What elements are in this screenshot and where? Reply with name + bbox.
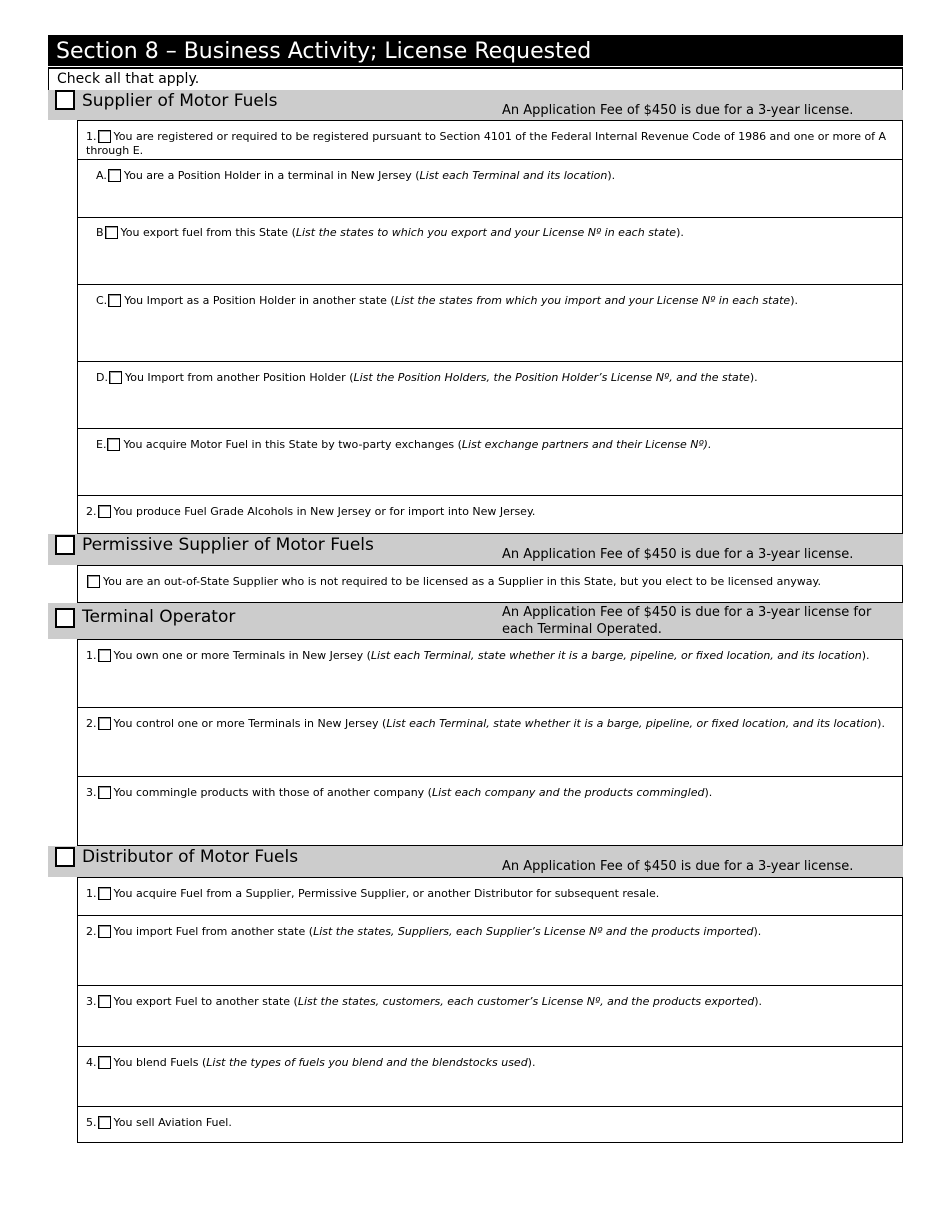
distributor-checkbox[interactable] — [55, 847, 75, 867]
supplier-item-2: 2. You produce Fuel Grade Alcohols in New Jersey or for import into New Jersey. — [77, 496, 903, 534]
terminal-item-3-checkbox[interactable] — [98, 786, 111, 799]
permissive-header — [48, 534, 903, 565]
terminal-item-1: 1. You own one or more Terminals in New Jersey (List each Terminal, state whether it is a barge, pipeline, or fixed location, and its location). — [77, 639, 903, 708]
terminal-checkbox[interactable] — [55, 608, 75, 628]
terminal-item-2-checkbox[interactable] — [98, 717, 111, 730]
instructions: Check all that apply. — [48, 69, 903, 91]
distributor-item-1-checkbox[interactable] — [98, 887, 111, 900]
supplier-checkbox[interactable] — [55, 90, 75, 110]
supplier-item-c: C. You Import as a Position Holder in another state (List the states from which you import and your License Nº in each state). — [77, 285, 903, 362]
distributor-item-4: 4. You blend Fuels (List the types of fuels you blend and the blendstocks used). — [77, 1047, 903, 1107]
distributor-item-3-checkbox[interactable] — [98, 995, 111, 1008]
supplier-item-e: E. You acquire Motor Fuel in this State by two-party exchanges (List exchange partners and their License Nº). — [77, 429, 903, 496]
supplier-header — [48, 90, 903, 120]
supplier-item-e-checkbox[interactable] — [107, 438, 120, 451]
terminal-item-3: 3. You commingle products with those of another company (List each company and the products commingled). — [77, 777, 903, 846]
supplier-fee: An Application Fee of $450 is due for a 3-year license. — [502, 103, 854, 118]
distributor-item-2: 2. You import Fuel from another state (List the states, Suppliers, each Supplier’s License Nº and the products imported). — [77, 916, 903, 986]
distributor-item-5: 5. You sell Aviation Fuel. — [77, 1107, 903, 1143]
permissive-fee: An Application Fee of $450 is due for a 3-year license. — [502, 547, 854, 562]
supplier-item-a: A. You are a Position Holder in a terminal in New Jersey (List each Terminal and its location). — [77, 160, 903, 218]
supplier-item-c-checkbox[interactable] — [108, 294, 121, 307]
distributor-item-5-checkbox[interactable] — [98, 1116, 111, 1129]
permissive-checkbox[interactable] — [55, 535, 75, 555]
section-title: Section 8 – Business Activity; License Requested — [48, 35, 903, 69]
permissive-item-1: You are an out-of-State Supplier who is not required to be licensed as a Supplier in this State, but you elect to be licensed anyway. — [77, 565, 903, 603]
distributor-fee: An Application Fee of $450 is due for a 3-year license. — [502, 859, 854, 874]
permissive-item-1-checkbox[interactable] — [87, 575, 100, 588]
terminal-fee: An Application Fee of $450 is due for a 3-year license for each Terminal Operated. — [502, 605, 872, 637]
distributor-item-4-checkbox[interactable] — [98, 1056, 111, 1069]
permissive-title: Permissive Supplier of Motor Fuels — [82, 535, 374, 555]
terminal-item-1-checkbox[interactable] — [98, 649, 111, 662]
terminal-item-2: 2. You control one or more Terminals in New Jersey (List each Terminal, state whether it is a barge, pipeline, or fixed location, and its location). — [77, 708, 903, 777]
terminal-header — [48, 603, 903, 639]
distributor-item-2-checkbox[interactable] — [98, 925, 111, 938]
distributor-title: Distributor of Motor Fuels — [82, 847, 299, 867]
supplier-item-b-checkbox[interactable] — [105, 226, 118, 239]
supplier-item-1: 1. You are registered or required to be registered pursuant to Section 4101 of the Federal Internal Revenue Code of 1986 and one or more of A through E. — [77, 120, 903, 160]
supplier-item-d: D. You Import from another Position Holder (List the Position Holders, the Position Holder’s License Nº, and the state). — [77, 362, 903, 429]
supplier-item-1-checkbox[interactable] — [98, 130, 111, 143]
terminal-title: Terminal Operator — [82, 607, 236, 627]
supplier-item-2-checkbox[interactable] — [98, 505, 111, 518]
distributor-header — [48, 846, 903, 877]
supplier-item-a-checkbox[interactable] — [108, 169, 121, 182]
supplier-title: Supplier of Motor Fuels — [82, 91, 278, 111]
distributor-item-3: 3. You export Fuel to another state (List the states, customers, each customer’s License Nº, and the products exported). — [77, 986, 903, 1047]
supplier-item-d-checkbox[interactable] — [109, 371, 122, 384]
distributor-item-1: 1. You acquire Fuel from a Supplier, Permissive Supplier, or another Distributor for subsequent resale. — [77, 877, 903, 916]
supplier-item-b: B You export fuel from this State (List the states to which you export and your License Nº in each state). — [77, 218, 903, 285]
